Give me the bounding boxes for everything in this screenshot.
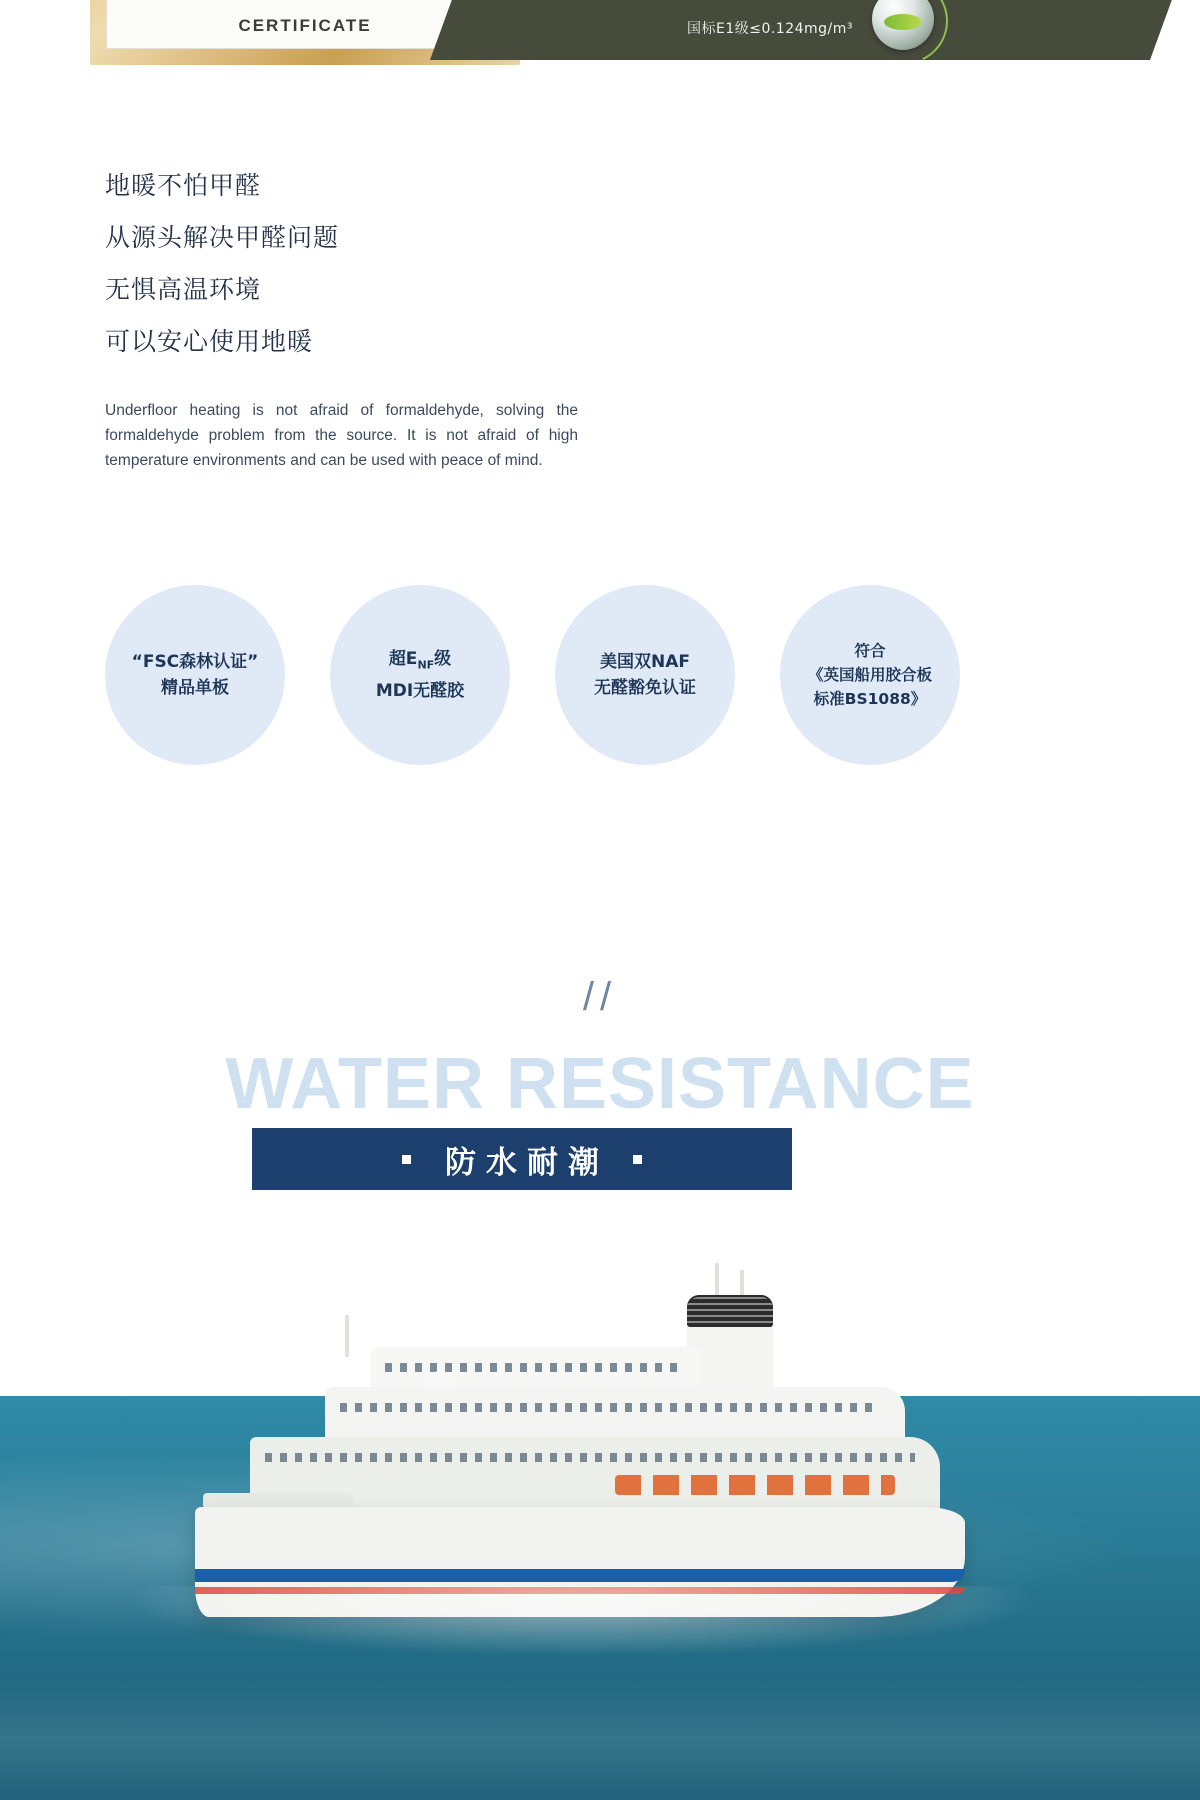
badge-naf-line1: 美国双NAF xyxy=(600,652,690,672)
ship-window-row-middle xyxy=(340,1403,880,1412)
badge-enf-mdi-text xyxy=(376,646,464,704)
badge-enf-post: 级 xyxy=(434,648,452,669)
english-subcopy: Underfloor heating is not afraid of formaldehyde, solving the formaldehyde problem from the source. It is not afraid of high temperature environments and can be used with peace of mind. xyxy=(105,402,578,469)
certification-badge-row xyxy=(105,585,1105,765)
sea-wave xyxy=(0,1680,1200,1800)
cruise-ship-on-sea-photo xyxy=(195,1325,965,1620)
ship-window-row-upper xyxy=(385,1363,685,1372)
headline-block xyxy=(105,160,705,368)
headline-line-1: 地暖不怕甲醛 xyxy=(105,171,262,200)
ship-window-row-main xyxy=(265,1453,915,1462)
badge-bs1088-line2: 《英国船用胶合板 xyxy=(807,666,932,684)
section-cn-title: 防水耐潮 xyxy=(445,1144,609,1181)
ship-lifeboats xyxy=(615,1475,895,1495)
badge-enf-sub: NF xyxy=(417,658,435,672)
certificate-caption: CERTIFICATE xyxy=(238,16,372,35)
badge-naf-text xyxy=(594,649,696,701)
emission-standard-label: 国标E1级≤0.124mg/m³ xyxy=(686,21,854,37)
badge-naf xyxy=(555,585,735,765)
square-bullet-right-icon xyxy=(633,1155,642,1164)
badge-enf-mdi xyxy=(330,585,510,765)
ship-foremast xyxy=(345,1315,349,1357)
badge-enf-line1 xyxy=(376,646,464,678)
badge-bs1088 xyxy=(780,585,960,765)
ship-funnel-cap-lines xyxy=(687,1297,773,1325)
ship-middle-deck xyxy=(325,1387,905,1441)
section-big-word: WATER RESISTANCE xyxy=(225,1044,975,1124)
ship-main-deck xyxy=(250,1437,940,1511)
badge-fsc-line2: 精品单板 xyxy=(161,678,229,698)
section-slash-ornament: // xyxy=(582,975,618,1019)
headline-line-2: 从源头解决甲醛问题 xyxy=(105,223,340,252)
square-bullet-left-icon xyxy=(402,1155,411,1164)
badge-enf-line2: MDI无醛胶 xyxy=(375,681,465,702)
badge-bs1088-text xyxy=(808,639,932,711)
badge-bs1088-line1: 符合 xyxy=(854,642,886,660)
badge-fsc xyxy=(105,585,285,765)
ship-wake xyxy=(120,1586,1040,1656)
top-banner xyxy=(0,0,1200,72)
badge-bs1088-line3: 标准BS1088》 xyxy=(813,690,927,708)
headline-line-3: 无惧高温环境 xyxy=(105,275,262,304)
headline-line-4: 可以安心使用地暖 xyxy=(105,327,314,356)
badge-fsc-line1: “FSC森林认证” xyxy=(131,652,259,672)
badge-naf-line2: 无醛豁免认证 xyxy=(594,678,696,698)
section-cn-title-bar xyxy=(252,1128,792,1190)
ship-hull-blue-stripe xyxy=(195,1569,965,1582)
badge-fsc-text xyxy=(132,649,259,701)
badge-enf-pre: 超E xyxy=(388,648,418,669)
